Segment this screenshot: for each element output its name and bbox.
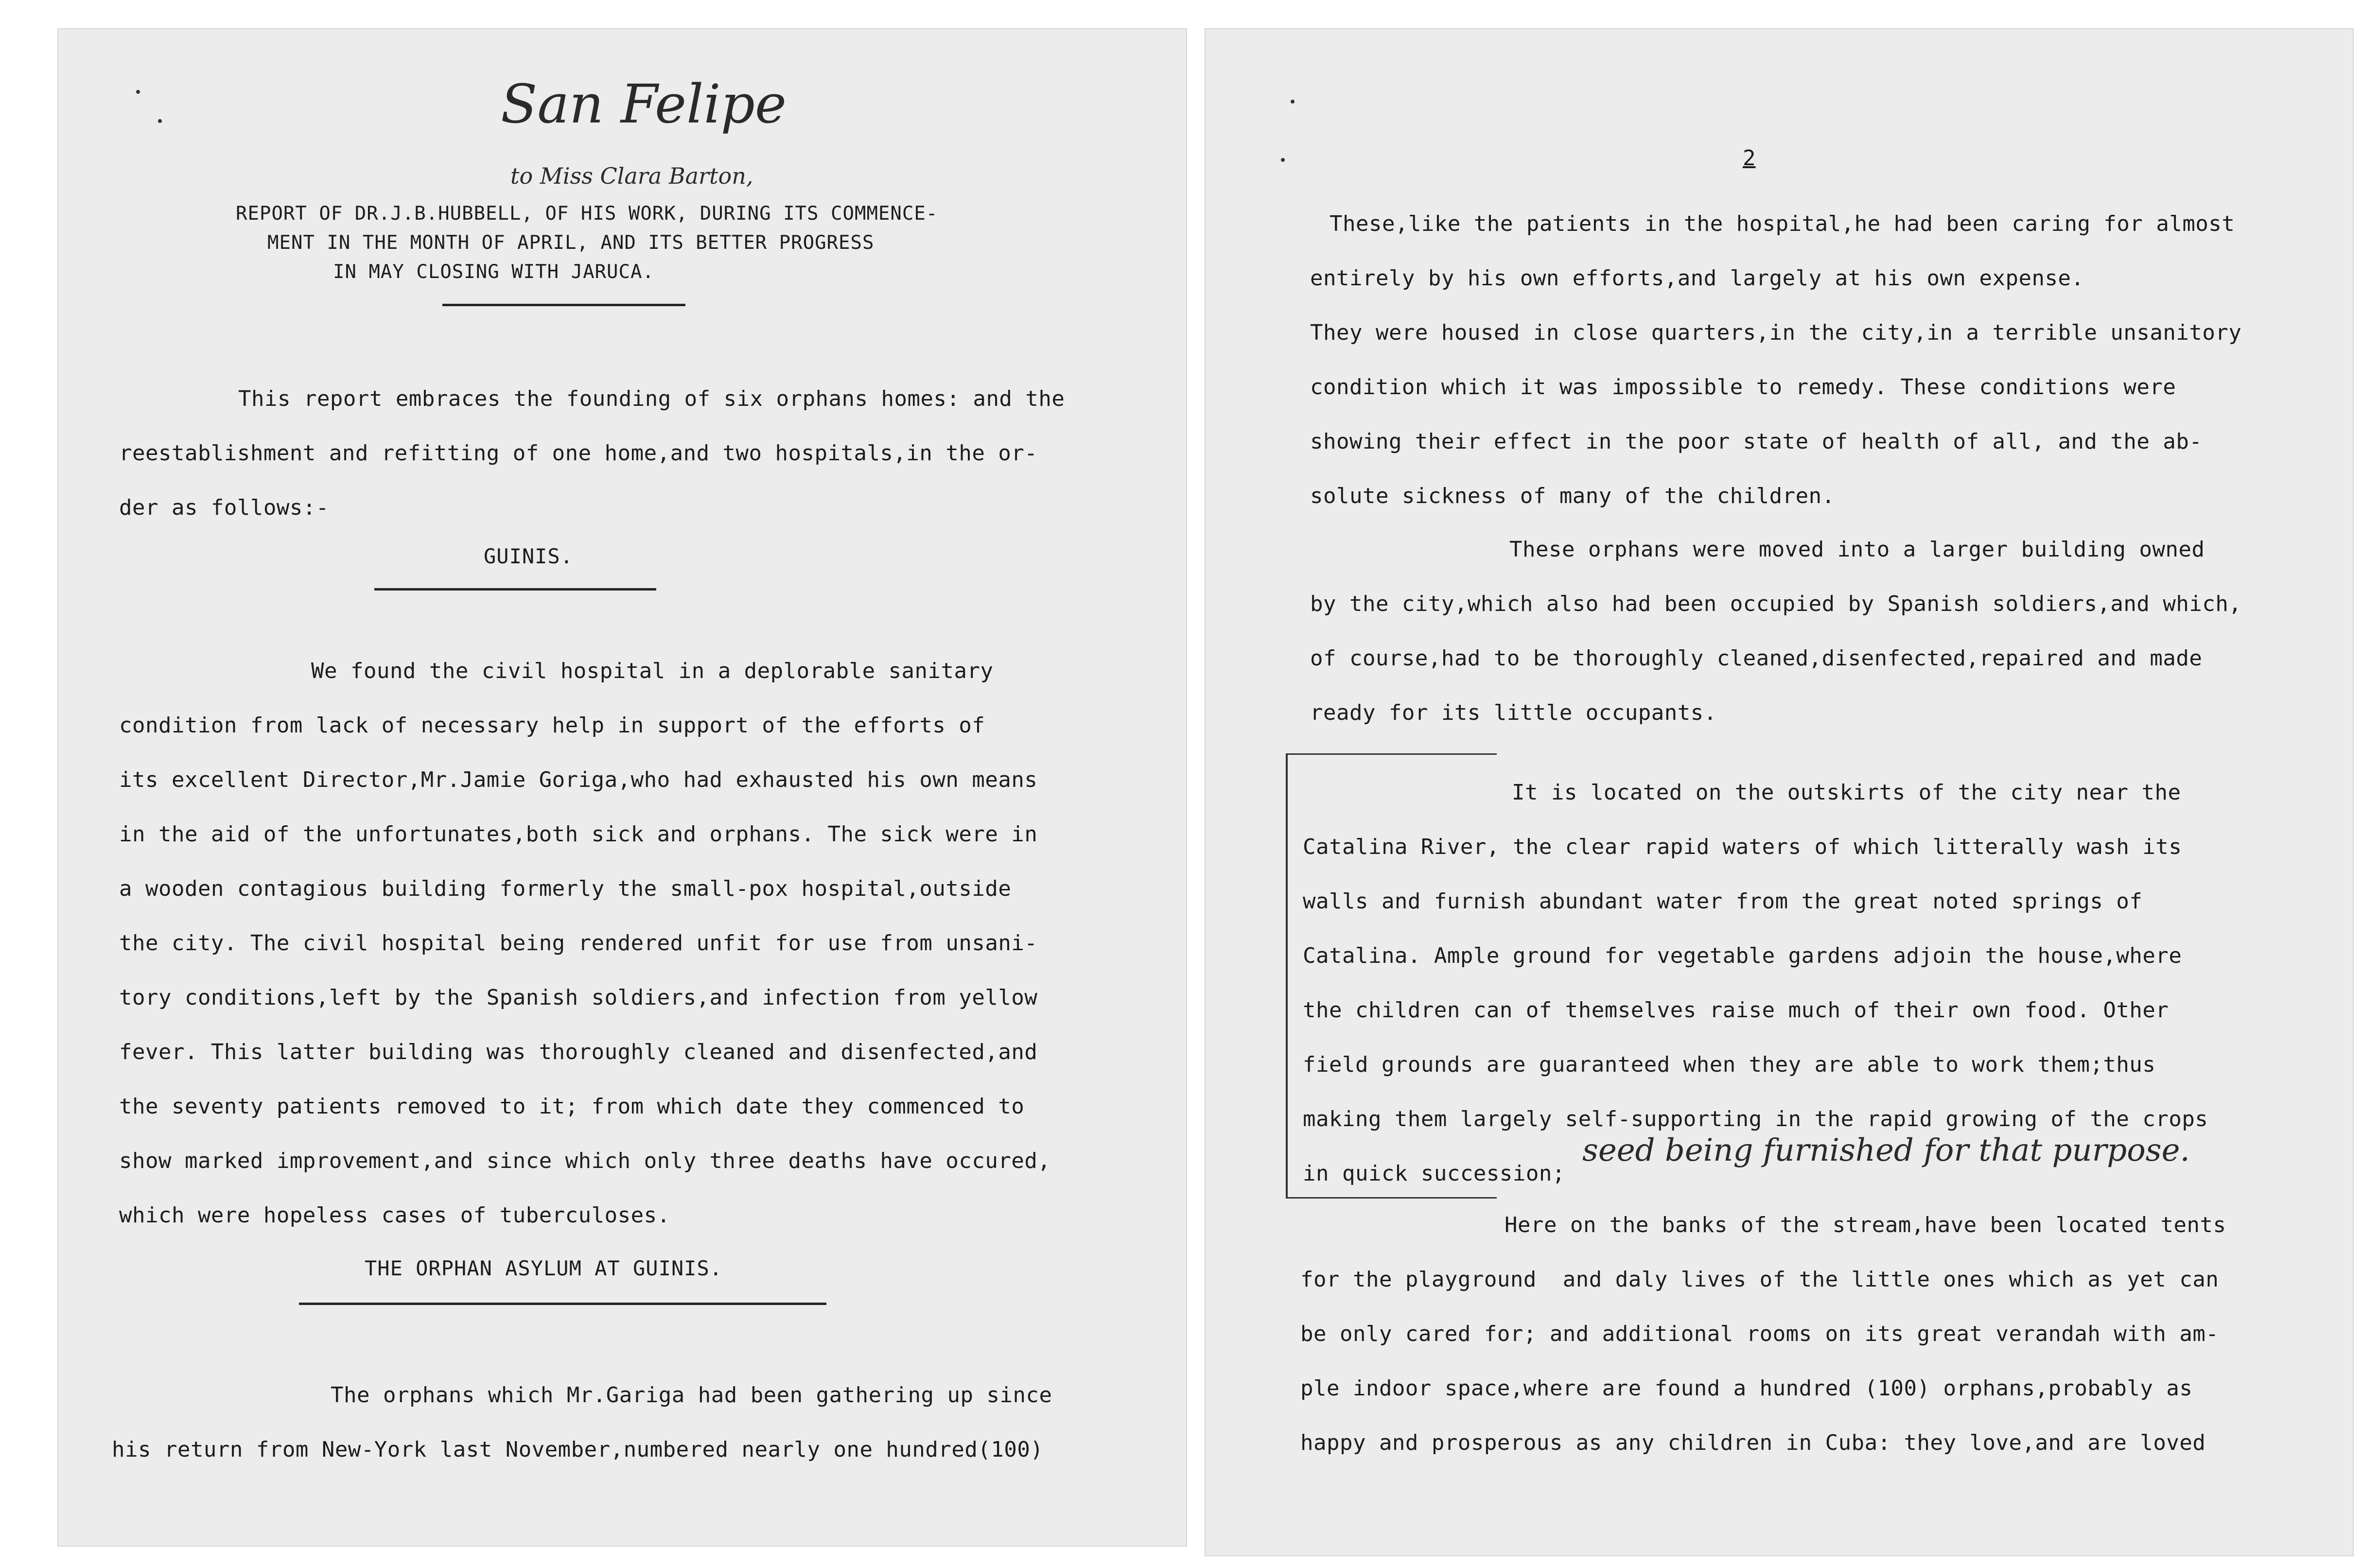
text-line: a wooden contagious building formerly the small-pox hospital,outside: [119, 876, 1012, 901]
text-line: solute sickness of many of the children.: [1310, 484, 1835, 508]
document-page-right: [1206, 29, 2353, 1555]
section-heading-guinis: GUINIS.: [484, 544, 574, 568]
text-line: ready for its little occupants.: [1310, 700, 1717, 725]
text-line: We found the civil hospital in a deplorable sanitary: [311, 659, 994, 683]
text-line: showing their effect in the poor state of health of all, and the ab-: [1310, 429, 2203, 454]
text-line: making them largely self-supporting in the rapid growing of the crops: [1303, 1107, 2208, 1131]
text-line: the children can of themselves raise much of their own food. Other: [1303, 998, 2169, 1023]
section-divider: [299, 1303, 826, 1305]
text-line: walls and furnish abundant water from the great noted springs of: [1303, 889, 2143, 914]
report-title: [236, 199, 938, 287]
text-line: its excellent Director,Mr.Jamie Goriga,who had exhausted his own means: [119, 767, 1038, 792]
text-line: his return from New-York last November,numbered nearly one hundred(100): [112, 1437, 1044, 1462]
text-line: in the aid of the unfortunates,both sick and orphans. The sick were in: [119, 822, 1038, 847]
text-line: ple indoor space,where are found a hundred (100) orphans,probably as: [1300, 1376, 2193, 1401]
text-line: by the city,which also had been occupied by Spanish soldiers,and which,: [1310, 592, 2242, 616]
title-divider: [442, 304, 685, 306]
paper-speck: [1281, 158, 1285, 162]
text-line: They were housed in close quarters,in the city,in a terrible unsanitory: [1310, 320, 2242, 345]
text-line: tory conditions,left by the Spanish soldiers,and infection from yellow: [119, 985, 1038, 1010]
text-line: This report embraces the founding of six orphans homes: and the: [238, 386, 1065, 411]
section-divider: [374, 588, 656, 591]
text-line: fever. This latter building was thoroughly cleaned and disenfected,and: [119, 1040, 1038, 1064]
text-line: be only cared for; and additional rooms on its great verandah with am-: [1300, 1322, 2219, 1346]
intro-paragraph: [119, 372, 1065, 535]
page-number: 2: [1743, 146, 1756, 171]
text-line: field grounds are guaranteed when they are able to work them;thus: [1303, 1052, 2156, 1077]
handwritten-location-annotation: San Felipe: [501, 73, 787, 135]
title-line: REPORT OF DR.J.B.HUBBELL, OF HIS WORK, DURING ITS COMMENCE-: [236, 203, 938, 225]
text-line: the city. The civil hospital being rendered unfit for use from unsani-: [119, 931, 1038, 956]
document-page-left: [58, 29, 1186, 1546]
text-line: condition which it was impossible to remedy. These conditions were: [1310, 375, 2176, 400]
title-line: MENT IN THE MONTH OF APRIL, AND ITS BETTER PROGRESS: [267, 232, 875, 254]
text-line: of course,had to be thoroughly cleaned,disenfected,repaired and made: [1310, 646, 2203, 671]
text-line: the seventy patients removed to it; from which date they commenced to: [119, 1094, 1025, 1119]
asylum-paragraph: [112, 1368, 1052, 1477]
handwritten-recipient-annotation: to Miss Clara Barton,: [510, 163, 753, 189]
text-line: Catalina River, the clear rapid waters of which litterally wash its: [1303, 835, 2182, 859]
section-heading-orphan-asylum: THE ORPHAN ASYLUM AT GUINIS.: [365, 1256, 723, 1280]
text-line: in quick succession;: [1303, 1161, 1565, 1186]
paragraph-one: [1310, 197, 2241, 523]
text-line: Here on the banks of the stream,have been located tents: [1505, 1213, 2226, 1237]
paragraph-four: [1300, 1198, 2226, 1470]
paragraph-two: [1310, 522, 2241, 740]
text-line: It is located on the outskirts of the city near the: [1512, 780, 2181, 805]
text-line: for the playground and daly lives of the little ones which as yet can: [1300, 1267, 2219, 1292]
text-line: entirely by his own efforts,and largely at his own expense.: [1310, 266, 2084, 291]
text-line: The orphans which Mr.Gariga had been gathering up since: [331, 1383, 1052, 1408]
guinis-paragraph: [119, 644, 1050, 1243]
text-line: show marked improvement,and since which only three deaths have occured,: [119, 1148, 1051, 1173]
paper-speck: [136, 90, 140, 94]
text-line: These orphans were moved into a larger building owned: [1509, 537, 2205, 562]
text-line: reestablishment and refitting of one home,and two hospitals,in the or-: [119, 441, 1038, 466]
paper-speck: [1291, 100, 1295, 104]
text-line: der as follows:-: [119, 495, 329, 520]
text-line: These,like the patients in the hospital,he had been caring for almost: [1330, 211, 2235, 236]
text-line: happy and prosperous as any children in Cuba: they love,and are loved: [1300, 1430, 2206, 1455]
text-line: which were hopeless cases of tuberculoses.: [119, 1203, 670, 1228]
paper-speck: [158, 119, 162, 123]
handwritten-insert-annotation: seed being furnished for that purpose.: [1582, 1132, 2190, 1168]
text-line: Catalina. Ample ground for vegetable gardens adjoin the house,where: [1303, 943, 2182, 968]
text-line: condition from lack of necessary help in support of the efforts of: [119, 713, 985, 738]
title-line: IN MAY CLOSING WITH JARUCA.: [333, 261, 654, 283]
